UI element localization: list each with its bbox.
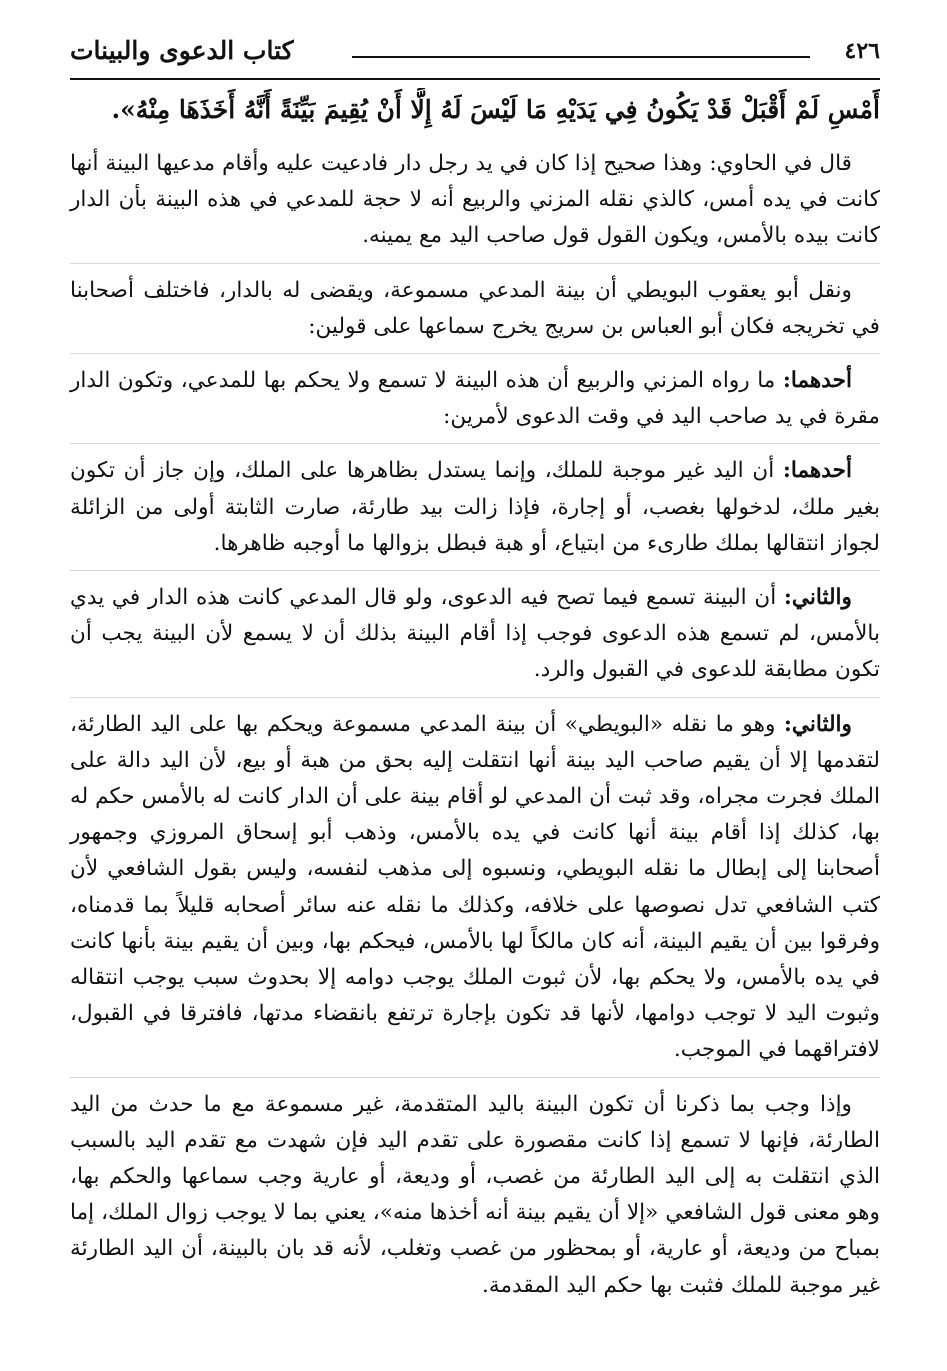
body-text	[70, 146, 880, 1312]
book-page	[70, 34, 880, 1321]
quoted-text-line: أَمْسِ لَمْ أَقْبَلْ قَدْ يَكُونُ فِي يَدَيْهِ مَا لَيْسَ لَهُ إِلَّا أَنْ يُقِيمَ بَيِّنَةً أَنَّهُ أَخَذَهَا مِنْهُ».	[111, 95, 880, 124]
paragraph-3-text: ما رواه المزني والربيع أن هذه البينة لا تسمع ولا يحكم بها للمدعي، وتكون الدار مقرة في يد صاحب اليد في وقت الدعوى لأمرين:	[70, 368, 880, 430]
paragraph-5-text: أن البينة تسمع فيما تصح فيه الدعوى، ولو قال المدعي كانت هذه الدار في يدي بالأمس، لم تسمع هذه الدعوى فوجب إذا أقام البينة بذلك أن لا يسمع لأن البينة يجب أن تكون مطابقة للدعوى في القبول والرد.	[70, 585, 880, 683]
paragraph-4-lead: أحدهما:	[782, 458, 852, 484]
paragraph-1-text: قال في الحاوي: وهذا صحيح إذا كان في يد رجل دار فادعيت عليه وأقام مدعيها البينة أنها كانت في يده أمس، كالذي نقله المزني والربيع أنه لا حجة للمدعي في هذه البينة بأن الدار كانت بيده بالأمس، ويكون القول قول صاحب اليد مع يمينه.	[70, 151, 880, 249]
paragraph-7-text: وإذا وجب بما ذكرنا أن تكون البينة باليد المتقدمة، غير مسموعة مع ما حدث من اليد الطارئة، فإنها لا تسمع إذا كانت مقصورة على تقدم اليد فإن شهدت مع تقدم اليد بالسبب الذي انتقلت به إلى اليد الطارئة من غصب، أو وديعة، أو عارية وجب سماعها والحكم بها، وهو معنى قول الشافعي «إلا أن يقيم بينة أنه أخذها منه»، يعني بما لا يوجب زوال الملك، إما بمباح من وديعة، أو عارية، أو بمحظور من غصب وتغلب، لأنه قد بان بالبينة، أن اليد الطارئة غير موجبة للملك فثبت بها حكم اليد المقدمة.	[70, 1091, 880, 1298]
paragraph-6-text: وهو ما نقله «البويطي» أن بينة المدعي مسموعة ويحكم بها على اليد الطارئة، لتقدمها إلا أن يقيم صاحب اليد بينة أنها انتقلت إليه بحق من هبة أو بيع، لأن اليد دالة على الملك فجرت مجراه، وقد ثبت أن المدعي لو أقام بينة على أن الدار كانت له بالأمس حكم له بها، كذلك إذا أقام بينة أنها كانت في يده بالأمس، وذهب أبو إسحاق المروزي وجمهور أصحابنا إلى إبطال ما نقله البويطي، ونسبوه إلى مذهب لنفسه، وليس بقول الشافعي لأن كتب الشافعي تدل نصوصها على خلافه، وكذلك ما نقله عنه سائر أصحابه قليلاً بما قدمناه، وفرقوا بين أن يقيم البينة، أنه كان مالكاً لها بالأمس، فيحكم بها، وبين أن يقيم بينة بأنها كانت في يده بالأمس، ولا يحكم بها، لأن ثبوت الملك يوجب دوامه إلا بحدوث سبب يوجب انتقاله وثبوت اليد لا توجب دوامها، لأنها قد تكون بإجارة ترتفع بانقضاء مدتها، فافترقا في القبول، لافتراقهما في الموجب.	[70, 711, 880, 1063]
paragraph-6-lead: والثاني:	[783, 711, 852, 737]
paragraph-1	[70, 146, 880, 264]
paragraph-5-lead: والثاني:	[783, 585, 852, 611]
paragraph-6	[70, 707, 880, 1078]
paragraph-3-lead: أحدهما:	[782, 368, 852, 394]
paragraph-2-text: ونقل أبو يعقوب البويطي أن بينة المدعي مسموعة، ويقضى له بالدار، فاختلف أصحابنا في تخريجه فكان أبو العباس بن سريج يخرج سماعها على قولين:	[70, 277, 880, 339]
paragraph-4-text: أن اليد غير موجبة للملك، وإنما يستدل بظاهرها على الملك، وإن جاز أن تكون بغير ملك، لدخولها بغصب، أو إجارة، فإذا زالت بيد طارئة، صارت الثابتة أولى من الزائلة لجواز انتقالها بملك طارىء من ابتياع، أو هبة فبطل بزوالها ما أوجبه ظاهرها.	[70, 458, 880, 556]
page-number: ٤٢٦	[844, 38, 880, 64]
book-title: كتاب الدعوى والبينات	[70, 36, 294, 65]
paragraph-7	[70, 1087, 880, 1312]
paragraph-2	[70, 273, 880, 354]
header-rule	[352, 56, 810, 58]
paragraph-4	[70, 453, 880, 571]
paragraph-3	[70, 363, 880, 444]
paragraph-5	[70, 580, 880, 698]
running-header	[70, 34, 880, 80]
